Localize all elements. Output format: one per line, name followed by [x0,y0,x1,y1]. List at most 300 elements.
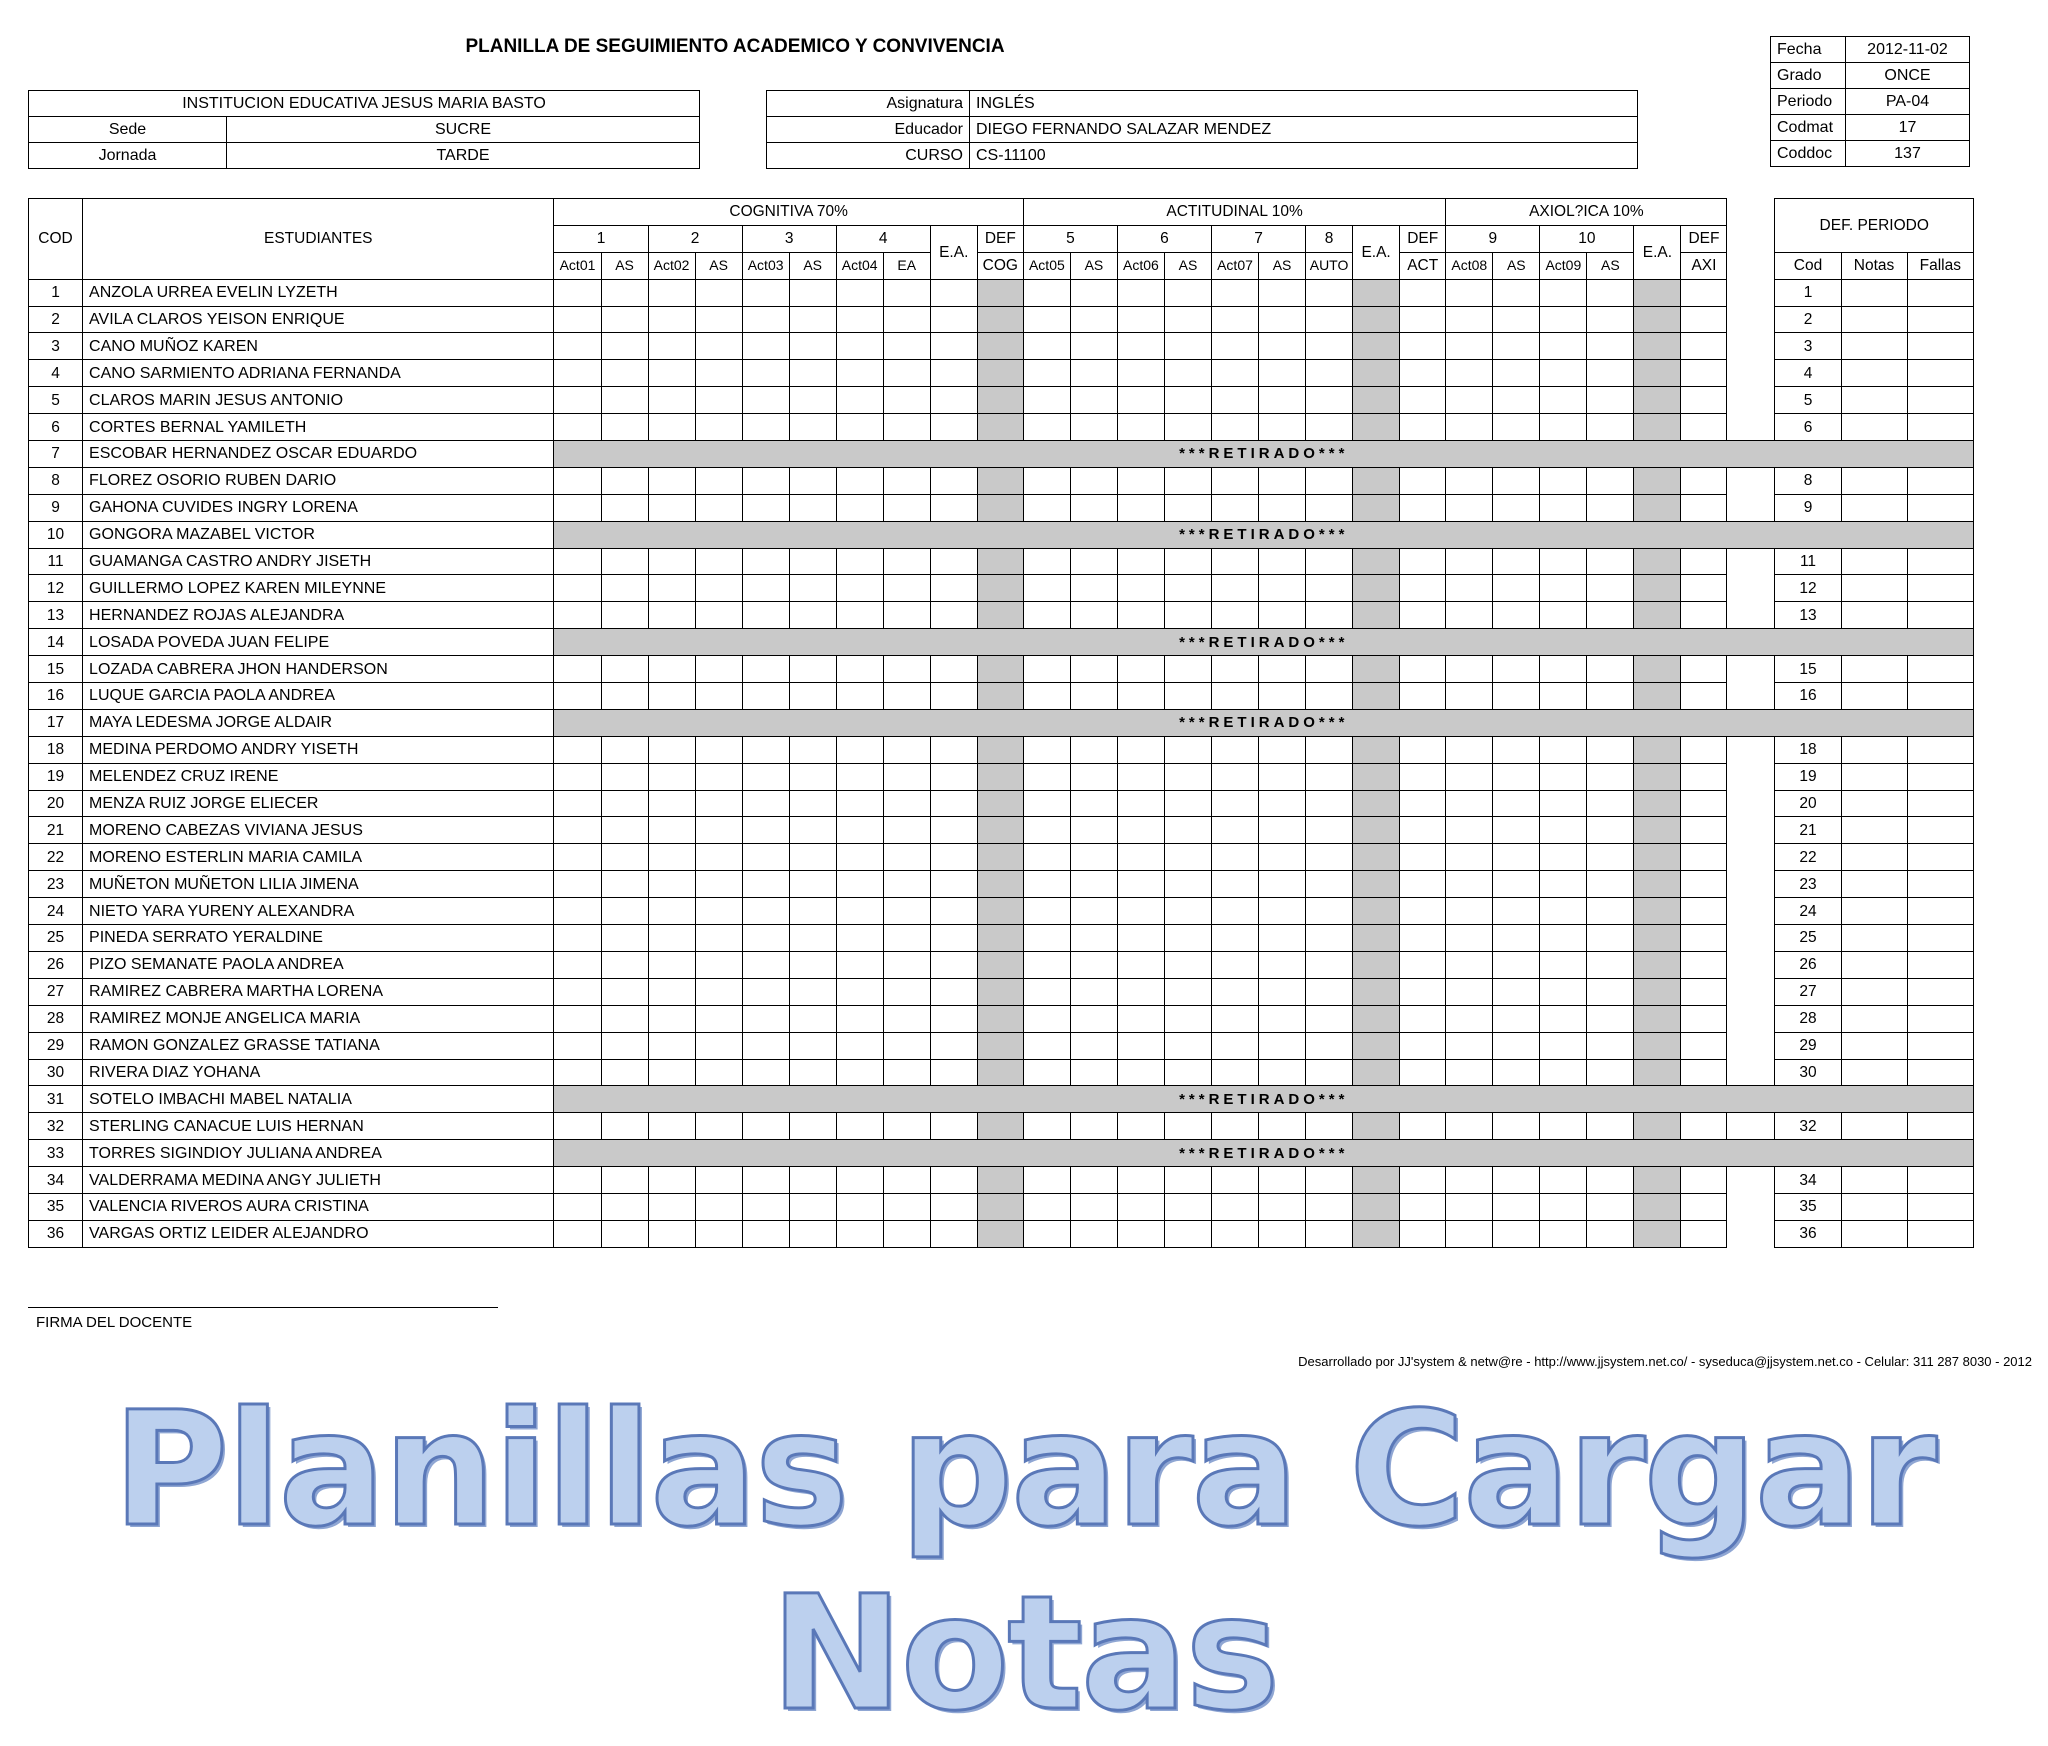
grade-cell[interactable] [1446,1059,1493,1086]
grade-cell[interactable] [1259,763,1306,790]
grade-cell[interactable] [1211,656,1258,683]
periodo-fallas[interactable] [1907,1220,1973,1247]
grade-cell[interactable] [1023,279,1070,306]
grade-cell[interactable] [1681,387,1727,414]
periodo-fallas[interactable] [1907,978,1973,1005]
grade-cell[interactable] [930,1193,977,1220]
grade-cell[interactable] [648,1059,695,1086]
grade-cell[interactable] [695,817,742,844]
grade-cell[interactable] [1493,1220,1540,1247]
grade-cell[interactable] [883,333,930,360]
grade-cell[interactable] [1446,360,1493,387]
grade-cell[interactable] [1446,333,1493,360]
grade-cell[interactable] [1540,1220,1587,1247]
grade-cell[interactable] [1400,736,1446,763]
periodo-notas[interactable] [1841,898,1907,925]
grade-cell[interactable] [601,817,648,844]
grade-cell[interactable] [1070,683,1117,710]
grade-cell[interactable] [789,925,836,952]
grade-cell[interactable] [883,1113,930,1140]
grade-cell[interactable] [1587,898,1634,925]
grade-cell[interactable] [1681,683,1727,710]
grade-cell[interactable] [601,951,648,978]
grade-cell[interactable] [695,306,742,333]
grade-cell[interactable] [1540,1167,1587,1194]
grade-cell[interactable] [1070,951,1117,978]
grade-cell[interactable] [930,1032,977,1059]
grade-cell[interactable] [1681,548,1727,575]
grade-cell[interactable] [1023,602,1070,629]
grade-cell[interactable] [742,360,789,387]
grade-cell[interactable] [1211,871,1258,898]
grade-cell[interactable] [1540,871,1587,898]
grade-cell[interactable] [1070,602,1117,629]
grade-cell[interactable] [883,951,930,978]
grade-cell[interactable] [836,817,883,844]
grade-cell[interactable] [1681,844,1727,871]
grade-cell[interactable] [554,683,601,710]
grade-cell[interactable] [648,387,695,414]
grade-cell[interactable] [930,1167,977,1194]
grade-cell[interactable] [789,871,836,898]
periodo-fallas[interactable] [1907,790,1973,817]
grade-cell[interactable] [554,898,601,925]
grade-cell[interactable] [1400,279,1446,306]
grade-cell[interactable] [1681,1220,1727,1247]
grade-cell[interactable] [554,494,601,521]
grade-cell[interactable] [742,951,789,978]
periodo-fallas[interactable] [1907,1059,1973,1086]
grade-cell[interactable] [1023,951,1070,978]
grade-cell[interactable] [1493,414,1540,441]
grade-cell[interactable] [1446,602,1493,629]
grade-cell[interactable] [1211,978,1258,1005]
grade-cell[interactable] [1587,602,1634,629]
grade-cell[interactable] [1259,575,1306,602]
grade-cell[interactable] [1117,763,1164,790]
grade-cell[interactable] [1493,467,1540,494]
grade-cell[interactable] [1164,656,1211,683]
periodo-fallas[interactable] [1907,333,1973,360]
grade-cell[interactable] [648,414,695,441]
grade-cell[interactable] [742,1032,789,1059]
grade-cell[interactable] [601,871,648,898]
grade-cell[interactable] [1211,414,1258,441]
grade-cell[interactable] [1587,1113,1634,1140]
grade-cell[interactable] [836,548,883,575]
grade-cell[interactable] [836,683,883,710]
grade-cell[interactable] [883,1059,930,1086]
grade-cell[interactable] [1211,548,1258,575]
periodo-notas[interactable] [1841,871,1907,898]
grade-cell[interactable] [1400,414,1446,441]
grade-cell[interactable] [554,575,601,602]
grade-cell[interactable] [1259,1193,1306,1220]
grade-cell[interactable] [1306,925,1353,952]
grade-cell[interactable] [742,736,789,763]
grade-cell[interactable] [1446,387,1493,414]
grade-cell[interactable] [695,1193,742,1220]
grade-cell[interactable] [836,387,883,414]
grade-cell[interactable] [554,1220,601,1247]
grade-cell[interactable] [1681,467,1727,494]
grade-cell[interactable] [1587,736,1634,763]
grade-cell[interactable] [1211,844,1258,871]
grade-cell[interactable] [695,414,742,441]
periodo-notas[interactable] [1841,494,1907,521]
grade-cell[interactable] [1070,548,1117,575]
grade-cell[interactable] [1164,736,1211,763]
grade-cell[interactable] [1446,548,1493,575]
grade-cell[interactable] [1070,656,1117,683]
periodo-fallas[interactable] [1907,951,1973,978]
grade-cell[interactable] [1681,360,1727,387]
grade-cell[interactable] [1400,1113,1446,1140]
grade-cell[interactable] [930,763,977,790]
grade-cell[interactable] [1117,414,1164,441]
grade-cell[interactable] [836,575,883,602]
grade-cell[interactable] [1164,548,1211,575]
grade-cell[interactable] [1023,925,1070,952]
grade-cell[interactable] [695,387,742,414]
grade-cell[interactable] [695,736,742,763]
grade-cell[interactable] [1070,306,1117,333]
grade-cell[interactable] [1681,656,1727,683]
grade-cell[interactable] [1446,494,1493,521]
grade-cell[interactable] [1540,602,1587,629]
grade-cell[interactable] [1446,656,1493,683]
grade-cell[interactable] [789,817,836,844]
grade-cell[interactable] [601,925,648,952]
grade-cell[interactable] [742,683,789,710]
periodo-notas[interactable] [1841,1005,1907,1032]
grade-cell[interactable] [1400,925,1446,952]
grade-cell[interactable] [601,279,648,306]
grade-cell[interactable] [648,494,695,521]
grade-cell[interactable] [1259,978,1306,1005]
grade-cell[interactable] [1446,279,1493,306]
periodo-fallas[interactable] [1907,925,1973,952]
grade-cell[interactable] [1306,951,1353,978]
grade-cell[interactable] [1540,683,1587,710]
grade-cell[interactable] [648,333,695,360]
periodo-fallas[interactable] [1907,683,1973,710]
grade-cell[interactable] [695,844,742,871]
grade-cell[interactable] [1587,1005,1634,1032]
grade-cell[interactable] [1211,360,1258,387]
grade-cell[interactable] [601,1220,648,1247]
grade-cell[interactable] [1023,683,1070,710]
grade-cell[interactable] [554,306,601,333]
grade-cell[interactable] [742,387,789,414]
grade-cell[interactable] [836,1193,883,1220]
grade-cell[interactable] [1070,467,1117,494]
grade-cell[interactable] [1540,978,1587,1005]
grade-cell[interactable] [742,414,789,441]
grade-cell[interactable] [883,763,930,790]
periodo-fallas[interactable] [1907,656,1973,683]
grade-cell[interactable] [742,1193,789,1220]
grade-cell[interactable] [1540,548,1587,575]
grade-cell[interactable] [930,898,977,925]
grade-cell[interactable] [1211,306,1258,333]
grade-cell[interactable] [1306,790,1353,817]
grade-cell[interactable] [1446,978,1493,1005]
grade-cell[interactable] [1681,1005,1727,1032]
grade-cell[interactable] [1587,817,1634,844]
grade-cell[interactable] [1117,306,1164,333]
grade-cell[interactable] [1070,279,1117,306]
grade-cell[interactable] [1117,951,1164,978]
grade-cell[interactable] [789,1059,836,1086]
grade-cell[interactable] [1540,1005,1587,1032]
grade-cell[interactable] [601,1113,648,1140]
periodo-notas[interactable] [1841,360,1907,387]
periodo-fallas[interactable] [1907,279,1973,306]
grade-cell[interactable] [883,1032,930,1059]
grade-cell[interactable] [1400,763,1446,790]
grade-cell[interactable] [789,387,836,414]
grade-cell[interactable] [695,360,742,387]
grade-cell[interactable] [1681,817,1727,844]
grade-cell[interactable] [1164,790,1211,817]
grade-cell[interactable] [1306,871,1353,898]
grade-cell[interactable] [1070,1059,1117,1086]
grade-cell[interactable] [1211,898,1258,925]
grade-cell[interactable] [883,548,930,575]
grade-cell[interactable] [883,978,930,1005]
grade-cell[interactable] [695,1113,742,1140]
grade-cell[interactable] [1259,279,1306,306]
grade-cell[interactable] [1117,790,1164,817]
grade-cell[interactable] [1164,951,1211,978]
grade-cell[interactable] [1306,844,1353,871]
grade-cell[interactable] [930,333,977,360]
periodo-fallas[interactable] [1907,1032,1973,1059]
grade-cell[interactable] [1681,951,1727,978]
grade-cell[interactable] [1023,656,1070,683]
grade-cell[interactable] [883,602,930,629]
periodo-notas[interactable] [1841,925,1907,952]
periodo-fallas[interactable] [1907,602,1973,629]
grade-cell[interactable] [648,1167,695,1194]
grade-cell[interactable] [1117,978,1164,1005]
grade-cell[interactable] [836,279,883,306]
grade-cell[interactable] [1540,1113,1587,1140]
grade-cell[interactable] [1540,387,1587,414]
grade-cell[interactable] [1259,387,1306,414]
grade-cell[interactable] [648,683,695,710]
grade-cell[interactable] [1211,951,1258,978]
grade-cell[interactable] [836,360,883,387]
grade-cell[interactable] [789,790,836,817]
grade-cell[interactable] [1493,575,1540,602]
grade-cell[interactable] [1400,817,1446,844]
grade-cell[interactable] [789,360,836,387]
grade-cell[interactable] [1070,1167,1117,1194]
grade-cell[interactable] [742,925,789,952]
grade-cell[interactable] [789,951,836,978]
grade-cell[interactable] [648,951,695,978]
grade-cell[interactable] [836,1220,883,1247]
grade-cell[interactable] [1587,1167,1634,1194]
grade-cell[interactable] [1400,602,1446,629]
grade-cell[interactable] [1587,306,1634,333]
grade-cell[interactable] [930,575,977,602]
grade-cell[interactable] [1164,978,1211,1005]
grade-cell[interactable] [1164,925,1211,952]
periodo-fallas[interactable] [1907,871,1973,898]
grade-cell[interactable] [930,844,977,871]
grade-cell[interactable] [836,467,883,494]
grade-cell[interactable] [789,1220,836,1247]
grade-cell[interactable] [789,279,836,306]
grade-cell[interactable] [601,494,648,521]
grade-cell[interactable] [1681,575,1727,602]
grade-cell[interactable] [1400,790,1446,817]
grade-cell[interactable] [1587,414,1634,441]
grade-cell[interactable] [1023,306,1070,333]
grade-cell[interactable] [1587,978,1634,1005]
periodo-fallas[interactable] [1907,414,1973,441]
grade-cell[interactable] [1211,1193,1258,1220]
grade-cell[interactable] [1259,360,1306,387]
grade-cell[interactable] [1400,306,1446,333]
grade-cell[interactable] [695,1220,742,1247]
grade-cell[interactable] [1259,1167,1306,1194]
grade-cell[interactable] [1117,871,1164,898]
grade-cell[interactable] [1117,387,1164,414]
grade-cell[interactable] [1306,360,1353,387]
grade-cell[interactable] [742,306,789,333]
grade-cell[interactable] [1117,1113,1164,1140]
grade-cell[interactable] [836,494,883,521]
grade-cell[interactable] [1587,467,1634,494]
grade-cell[interactable] [1400,1220,1446,1247]
grade-cell[interactable] [883,279,930,306]
grade-cell[interactable] [695,683,742,710]
grade-cell[interactable] [930,467,977,494]
grade-cell[interactable] [930,817,977,844]
grade-cell[interactable] [1023,414,1070,441]
grade-cell[interactable] [883,925,930,952]
grade-cell[interactable] [1446,306,1493,333]
grade-cell[interactable] [1117,279,1164,306]
periodo-fallas[interactable] [1907,1167,1973,1194]
grade-cell[interactable] [554,1113,601,1140]
grade-cell[interactable] [836,333,883,360]
grade-cell[interactable] [1023,387,1070,414]
grade-cell[interactable] [789,1167,836,1194]
grade-cell[interactable] [789,656,836,683]
grade-cell[interactable] [1400,467,1446,494]
grade-cell[interactable] [1117,548,1164,575]
grade-cell[interactable] [1540,1059,1587,1086]
grade-cell[interactable] [1446,1167,1493,1194]
periodo-fallas[interactable] [1907,360,1973,387]
grade-cell[interactable] [1681,333,1727,360]
grade-cell[interactable] [1446,790,1493,817]
grade-cell[interactable] [1587,279,1634,306]
grade-cell[interactable] [1306,817,1353,844]
grade-cell[interactable] [1023,1005,1070,1032]
grade-cell[interactable] [1211,1005,1258,1032]
grade-cell[interactable] [1306,575,1353,602]
grade-cell[interactable] [789,844,836,871]
grade-cell[interactable] [1164,414,1211,441]
grade-cell[interactable] [648,279,695,306]
grade-cell[interactable] [648,898,695,925]
grade-cell[interactable] [836,736,883,763]
periodo-notas[interactable] [1841,1193,1907,1220]
grade-cell[interactable] [883,790,930,817]
grade-cell[interactable] [1259,1220,1306,1247]
periodo-notas[interactable] [1841,602,1907,629]
grade-cell[interactable] [930,951,977,978]
periodo-fallas[interactable] [1907,1005,1973,1032]
grade-cell[interactable] [1446,1032,1493,1059]
grade-cell[interactable] [1117,736,1164,763]
periodo-notas[interactable] [1841,736,1907,763]
grade-cell[interactable] [1493,306,1540,333]
grade-cell[interactable] [836,925,883,952]
grade-cell[interactable] [1117,1167,1164,1194]
grade-cell[interactable] [1587,656,1634,683]
grade-cell[interactable] [1023,333,1070,360]
grade-cell[interactable] [1540,1032,1587,1059]
grade-cell[interactable] [1023,1167,1070,1194]
grade-cell[interactable] [1306,683,1353,710]
grade-cell[interactable] [1587,871,1634,898]
grade-cell[interactable] [601,656,648,683]
grade-cell[interactable] [789,602,836,629]
grade-cell[interactable] [1023,467,1070,494]
grade-cell[interactable] [1540,925,1587,952]
grade-cell[interactable] [789,548,836,575]
grade-cell[interactable] [742,844,789,871]
grade-cell[interactable] [601,1032,648,1059]
grade-cell[interactable] [1400,844,1446,871]
grade-cell[interactable] [1164,306,1211,333]
grade-cell[interactable] [554,387,601,414]
grade-cell[interactable] [1493,898,1540,925]
periodo-notas[interactable] [1841,1220,1907,1247]
periodo-notas[interactable] [1841,1167,1907,1194]
grade-cell[interactable] [1540,790,1587,817]
grade-cell[interactable] [1306,763,1353,790]
grade-cell[interactable] [1259,602,1306,629]
grade-cell[interactable] [601,333,648,360]
periodo-fallas[interactable] [1907,575,1973,602]
grade-cell[interactable] [1023,548,1070,575]
grade-cell[interactable] [1493,978,1540,1005]
grade-cell[interactable] [1400,494,1446,521]
grade-cell[interactable] [1493,871,1540,898]
grade-cell[interactable] [648,817,695,844]
grade-cell[interactable] [1023,1113,1070,1140]
grade-cell[interactable] [1400,871,1446,898]
grade-cell[interactable] [1681,602,1727,629]
grade-cell[interactable] [1587,790,1634,817]
grade-cell[interactable] [1446,1005,1493,1032]
grade-cell[interactable] [1117,925,1164,952]
grade-cell[interactable] [789,683,836,710]
periodo-notas[interactable] [1841,683,1907,710]
grade-cell[interactable] [1681,790,1727,817]
grade-cell[interactable] [1400,656,1446,683]
grade-cell[interactable] [1070,790,1117,817]
grade-cell[interactable] [1587,494,1634,521]
